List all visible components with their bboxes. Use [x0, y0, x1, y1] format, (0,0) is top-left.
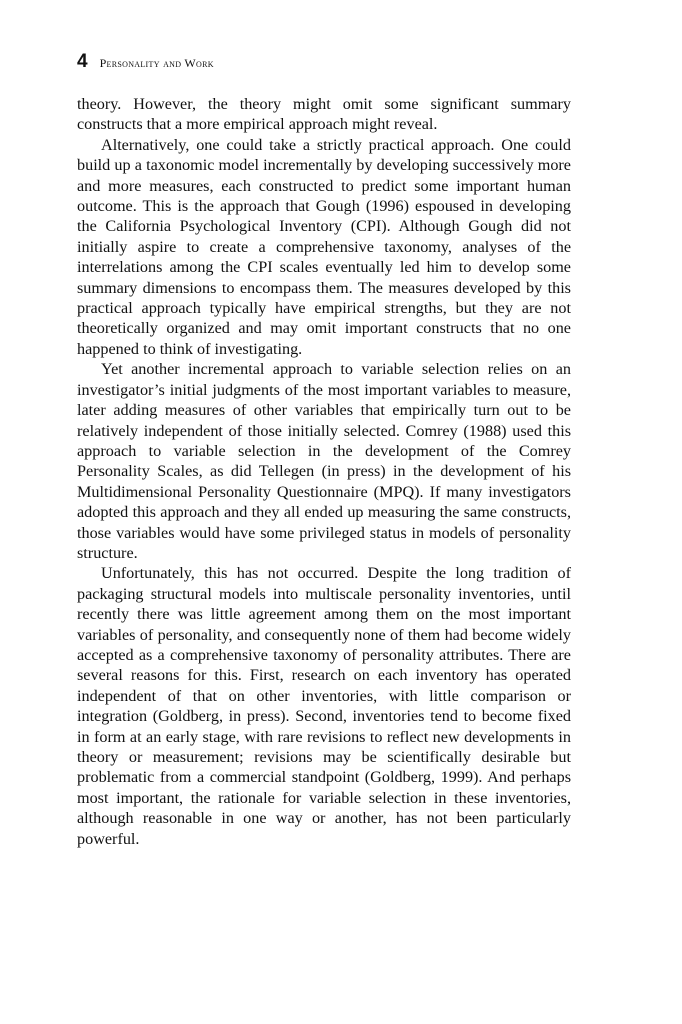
paragraph-unfortunately: Unfortunately, this has not occurred. Despite the long tradition of packaging structural models into multiscale personality inventories, until recently there was little agreement among them on the most important variables of personality, and consequently none of them had become widely accepted as a comprehensive taxonomy of personality attributes. There are several reasons for this. First, research on each inventory has operated independent of that on other inventories, with little comparison or integration (Goldberg, in press). Second, inventories tend to become fixed in form at an early stage, with rare revisions to reflect new developments in theory or measurement; revisions may be scientifically desirable but problematic from a commercial standpoint (Goldberg, 1999). And perhaps most important, the rationale for variable selection in these inventories, although reasonable in one way or another, has not been particularly powerful.: [77, 564, 571, 848]
body-text: [77, 94, 571, 849]
paragraph-practical-approach: Alternatively, one could take a strictly practical approach. One could build up a taxonomic model incrementally by developing successively more and more measures, each constructed to predict some important human outcome. This is the approach that Gough (1996) espoused in developing the California Psychological Inventory (CPI). Although Gough did not initially aspire to create a comprehensive taxonomy, analyses of the interrelations among the CPI scales eventually led him to develop some summary dimensions to encompass them. The measures developed by this practical approach typically have empirical strengths, but they are not theoretically organized and may omit important constructs that no one happened to think of investigating.: [77, 135, 571, 358]
paragraph-continuation: theory. However, the theory might omit some significant summary constructs that a more empirical approach might reveal.: [77, 95, 571, 134]
running-head: [77, 52, 214, 72]
running-title: Personality and Work: [99, 56, 214, 70]
page-number: 4: [77, 51, 88, 72]
paragraph-incremental-approach: Yet another incremental approach to variable selection relies on an investigator’s initial judgments of the most important variables to measure, later adding measures of other variables that empirically turn out to be relatively independent of those initially selected. Comrey (1988) used this approach to variable selection in the development of the Comrey Personality Scales, as did Tellegen (in press) in the development of his Multidimensional Personality Questionnaire (MPQ). If many investigators adopted this approach and they all ended up measuring the same constructs, those variables would have some privileged status in models of personality structure.: [77, 360, 571, 562]
